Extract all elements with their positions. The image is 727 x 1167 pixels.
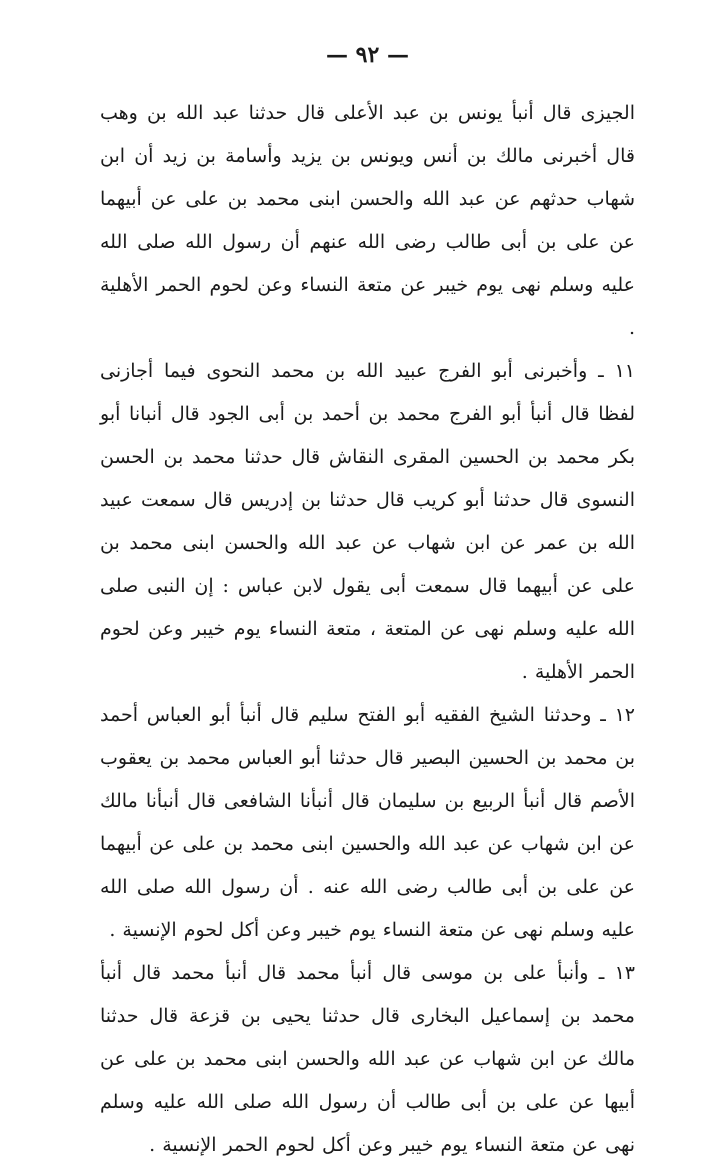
page-number: — ٩٢ — (326, 42, 409, 68)
text-body (100, 92, 635, 1167)
paragraph-4: ١٣ ـ وأنبأ على بن موسى قال أنبأ محمد قال أنبأ محمد قال أنبأ محمد بن إسماعيل البخارى قال حدثنا يحيى بن قزعة قال حدثنا مالك عن ابن شهاب عن عبد الله والحسن ابنى محمد بن على عن أبيها عن على بن أبى طالب أن رسول الله صلى الله عليه وسلم نهى عن متعة النساء يوم خيبر وعن أكل لحوم الحمر الإنسية . (100, 962, 635, 1156)
paragraph-2: ١١ ـ وأخبرنى أبو الفرج عبيد الله بن محمد النحوى فيما أجازنى لفظا قال أنبأ أبو الفرج محمد بن أحمد بن أبى الجود قال أنبانا أبو بكر محمد بن الحسين المقرى النقاش قال حدثنا محمد بن الحسن النسوى قال حدثنا أبو كريب قال حدثنا بن إدريس قال سمعت عبيد الله بن عمر عن ابن شهاب عن عبد الله والحسن ابنى محمد بن على عن أبيهما قال سمعت أبى يقول لابن عباس : إن النبى صلى الله عليه وسلم نهى عن المتعة ، متعة النساء يوم خيبر وعن لحوم الحمر الأهلية . (100, 360, 635, 683)
paragraph-3: ١٢ ـ وحدثنا الشيخ الفقيه أبو الفتح سليم قال أنبأ أبو العباس أحمد بن محمد بن الحسين البصير قال حدثنا أبو العباس محمد بن يعقوب الأصم قال أنبأ الربيع بن سليمان قال أنبأنا الشافعى قال أنبأنا مالك عن ابن شهاب عن عبد الله والحسين ابنى محمد بن على عن أبيهما عن على بن أبى طالب رضى الله عنه . أن رسول الله صلى الله عليه وسلم نهى عن متعة النساء يوم خيبر وعن أكل لحوم الإنسية . (100, 704, 635, 941)
paragraph-1: الجيزى قال أنبأ يونس بن عبد الأعلى قال حدثنا عبد الله بن وهب قال أخبرنى مالك بن أنس ويونس بن يزيد وأسامة بن زيد أن ابن شهاب حدثهم عن عبد الله والحسن ابنى محمد بن على عن أبيهما عن على بن أبى طالب رضى الله عنهم أن رسول الله صلى الله عليه وسلم نهى يوم خيبر عن متعة النساء وعن لحوم الحمر الأهلية . (100, 102, 635, 339)
